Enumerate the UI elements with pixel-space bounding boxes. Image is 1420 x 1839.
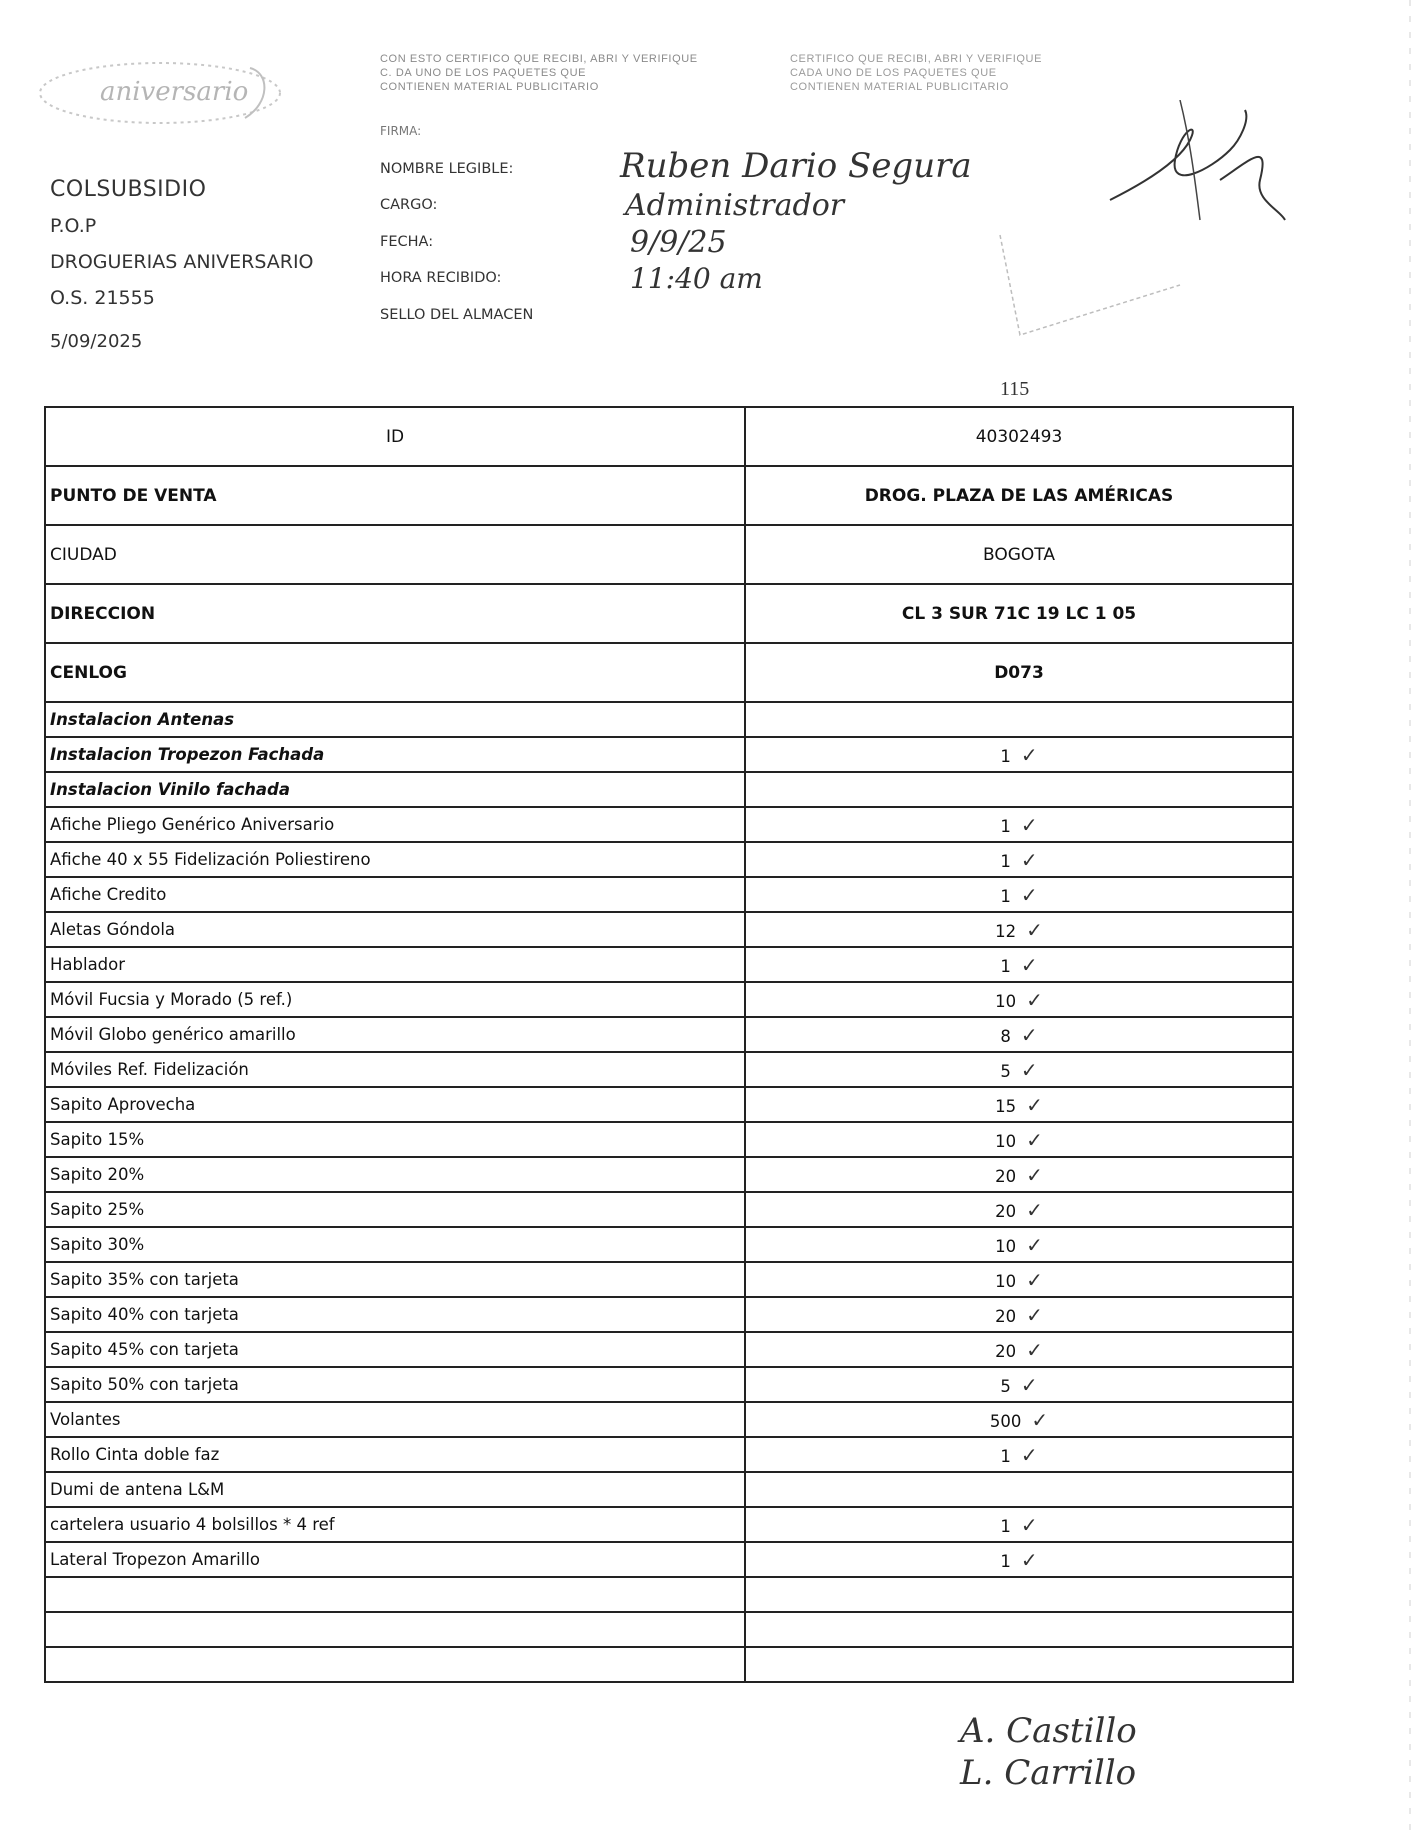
signature-scribble	[1090, 100, 1290, 245]
item-quantity-cell	[745, 772, 1293, 807]
empty-cell	[745, 1647, 1293, 1682]
item-quantity: 10	[995, 1236, 1017, 1256]
table-row	[45, 1192, 1293, 1227]
item-quantity: 20	[995, 1306, 1017, 1326]
item-quantity-cell	[745, 1227, 1293, 1262]
empty-cell	[745, 1577, 1293, 1612]
scan-edge	[1398, 0, 1420, 1834]
empty-row	[45, 1647, 1293, 1682]
empty-cell	[45, 1647, 745, 1682]
table-row	[45, 1122, 1293, 1157]
checkmark-icon: ✓	[1020, 742, 1038, 767]
item-quantity-cell	[745, 807, 1293, 842]
checkmark-icon: ✓	[1020, 882, 1038, 907]
table-row	[45, 525, 1293, 584]
table-row	[45, 1542, 1293, 1577]
bottom-signature	[960, 1710, 1137, 1794]
campaign-name: DROGUERIAS ANIVERSARIO	[50, 251, 314, 273]
item-label: Aletas Góndola	[45, 912, 745, 947]
empty-row	[45, 1577, 1293, 1612]
item-quantity-cell	[745, 947, 1293, 982]
item-label: Volantes	[45, 1402, 745, 1437]
signature-line: A. Castillo	[960, 1711, 1137, 1751]
table-row	[45, 982, 1293, 1017]
notice-line: C. DA UNO DE LOS PAQUETES QUE	[380, 67, 587, 79]
table-row	[45, 466, 1293, 525]
cargo-label: CARGO:	[380, 197, 438, 213]
table-row	[45, 1052, 1293, 1087]
item-quantity: 10	[995, 1271, 1017, 1291]
item-quantity: 1	[1000, 1516, 1011, 1536]
item-quantity-cell	[745, 1367, 1293, 1402]
item-quantity-cell	[745, 1262, 1293, 1297]
item-quantity-cell	[745, 1542, 1293, 1577]
checkmark-icon: ✓	[1020, 1442, 1038, 1467]
item-label: Lateral Tropezon Amarillo	[45, 1542, 745, 1577]
item-quantity-cell	[745, 912, 1293, 947]
order-number: O.S. 21555	[50, 287, 155, 309]
checkmark-icon: ✓	[1026, 917, 1043, 942]
item-quantity-cell	[745, 1472, 1293, 1507]
item-label: Sapito 15%	[45, 1122, 745, 1157]
table-row	[45, 807, 1293, 842]
id-value: 40302493	[745, 407, 1293, 466]
table-row	[45, 1507, 1293, 1542]
company-name: COLSUBSIDIO	[50, 177, 207, 202]
signature-line: L. Carrillo	[960, 1753, 1137, 1793]
item-quantity: 20	[995, 1341, 1017, 1361]
checkmark-icon: ✓	[1020, 812, 1038, 837]
table-row	[45, 1157, 1293, 1192]
info-value: BOGOTA	[745, 525, 1293, 584]
item-quantity-cell	[745, 1017, 1293, 1052]
checkmark-icon: ✓	[1020, 1512, 1038, 1537]
table-row	[45, 702, 1293, 737]
item-label: Sapito 20%	[45, 1157, 745, 1192]
item-label: Sapito 35% con tarjeta	[45, 1262, 745, 1297]
item-label: Sapito 45% con tarjeta	[45, 1332, 745, 1367]
item-quantity: 1	[1000, 1551, 1011, 1571]
item-quantity: 10	[995, 991, 1017, 1011]
item-label: Rollo Cinta doble faz	[45, 1437, 745, 1472]
receipt-fields	[380, 124, 533, 343]
table-row	[45, 1472, 1293, 1507]
table-row	[45, 584, 1293, 643]
checkmark-icon: ✓	[1026, 1302, 1043, 1327]
table-row	[45, 1017, 1293, 1052]
item-quantity: 1	[1000, 956, 1011, 976]
info-value: D073	[745, 643, 1293, 702]
item-quantity-cell	[745, 1507, 1293, 1542]
info-label: CENLOG	[45, 643, 745, 702]
fecha-label: FECHA:	[380, 233, 434, 250]
table-row	[45, 912, 1293, 947]
item-label: Móviles Ref. Fidelización	[45, 1052, 745, 1087]
item-quantity-cell	[745, 877, 1293, 912]
table-row	[45, 772, 1293, 807]
notice-line: CONTIENEN MATERIAL PUBLICITARIO	[790, 81, 1009, 93]
firma-label: FIRMA:	[380, 124, 422, 138]
table-row	[45, 1087, 1293, 1122]
item-quantity: 12	[995, 921, 1017, 941]
item-quantity-cell	[745, 702, 1293, 737]
item-quantity-cell	[745, 1402, 1293, 1437]
handwritten-position: Administrador	[625, 188, 845, 223]
item-quantity-cell	[745, 1122, 1293, 1157]
item-label: Afiche Credito	[45, 877, 745, 912]
item-quantity-cell	[745, 737, 1293, 772]
item-label: Sapito 25%	[45, 1192, 745, 1227]
company-logo	[20, 48, 290, 138]
item-quantity: 5	[1000, 1061, 1011, 1081]
notice-line: CERTIFICO QUE RECIBI, ABRI Y VERIFIQUE	[790, 53, 1043, 65]
checkmark-icon: ✓	[1026, 1092, 1043, 1117]
material-table	[44, 406, 1294, 1683]
item-quantity-cell	[745, 1087, 1293, 1122]
id-label: ID	[45, 407, 745, 466]
item-quantity: 15	[995, 1096, 1017, 1116]
empty-cell	[745, 1612, 1293, 1647]
item-quantity: 1	[1000, 1446, 1011, 1466]
table-row	[45, 407, 1293, 466]
item-quantity-cell	[745, 1052, 1293, 1087]
info-value: DROG. PLAZA DE LAS AMÉRICAS	[745, 466, 1293, 525]
item-quantity: 20	[995, 1201, 1017, 1221]
checkmark-icon: ✓	[1020, 1547, 1038, 1572]
item-quantity: 8	[1000, 1026, 1011, 1046]
item-label: Sapito 50% con tarjeta	[45, 1367, 745, 1402]
info-label: PUNTO DE VENTA	[45, 466, 745, 525]
certification-notice-2	[790, 52, 1042, 94]
empty-row	[45, 1612, 1293, 1647]
empty-cell	[45, 1612, 745, 1647]
item-quantity: 5	[1000, 1376, 1011, 1396]
checkmark-icon: ✓	[1020, 952, 1038, 977]
checkmark-icon: ✓	[1020, 1372, 1038, 1397]
table-row	[45, 1332, 1293, 1367]
empty-cell	[45, 1577, 745, 1612]
certification-notice	[380, 52, 698, 94]
checkmark-icon: ✓	[1026, 1337, 1043, 1362]
item-label: Sapito 30%	[45, 1227, 745, 1262]
info-value: CL 3 SUR 71C 19 LC 1 05	[745, 584, 1293, 643]
item-quantity-cell	[745, 982, 1293, 1017]
order-header	[50, 172, 314, 360]
table-row	[45, 1402, 1293, 1437]
item-label: Móvil Globo genérico amarillo	[45, 1017, 745, 1052]
checkmark-icon: ✓	[1020, 1057, 1038, 1082]
item-quantity-cell	[745, 1192, 1293, 1227]
pop-label: P.O.P	[50, 215, 97, 237]
nombre-label: NOMBRE LEGIBLE:	[380, 160, 514, 177]
store-stamp	[990, 225, 1190, 345]
table-row	[45, 1262, 1293, 1297]
item-label: Sapito Aprovecha	[45, 1087, 745, 1122]
checkmark-icon: ✓	[1026, 1127, 1043, 1152]
item-quantity: 1	[1000, 746, 1011, 766]
item-label: Instalacion Antenas	[45, 702, 745, 737]
info-label: CIUDAD	[45, 525, 745, 584]
page-number: 115	[1000, 378, 1030, 400]
checkmark-icon: ✓	[1020, 847, 1038, 872]
checkmark-icon: ✓	[1031, 1407, 1049, 1432]
item-quantity: 1	[1000, 851, 1011, 871]
notice-line: CON ESTO CERTIFICO QUE RECIBI, ABRI Y VERIFIQUE	[380, 53, 698, 65]
item-quantity: 1	[1000, 886, 1011, 906]
item-quantity: 1	[1000, 816, 1011, 836]
notice-line: CONTIENEN MATERIAL PUBLICITARIO	[380, 81, 599, 93]
info-label: DIRECCION	[45, 584, 745, 643]
item-quantity-cell	[745, 1332, 1293, 1367]
item-quantity-cell	[745, 1297, 1293, 1332]
item-label: cartelera usuario 4 bolsillos * 4 ref	[45, 1507, 745, 1542]
checkmark-icon: ✓	[1026, 987, 1043, 1012]
logo-text: aniversario	[100, 77, 249, 107]
hora-label: HORA RECIBIDO:	[380, 270, 502, 286]
table-row	[45, 947, 1293, 982]
item-quantity-cell	[745, 1157, 1293, 1192]
table-row	[45, 1227, 1293, 1262]
sello-label: SELLO DEL ALMACEN	[380, 306, 534, 323]
item-label: Afiche Pliego Genérico Aniversario	[45, 807, 745, 842]
item-label: Afiche 40 x 55 Fidelización Poliestireno	[45, 842, 745, 877]
item-label: Dumi de antena L&M	[45, 1472, 745, 1507]
checkmark-icon: ✓	[1026, 1267, 1043, 1292]
item-label: Instalacion Vinilo fachada	[45, 772, 745, 807]
notice-line: CADA UNO DE LOS PAQUETES QUE	[790, 67, 997, 79]
table-row	[45, 877, 1293, 912]
handwritten-date: 9/9/25	[630, 225, 727, 260]
item-label: Móvil Fucsia y Morado (5 ref.)	[45, 982, 745, 1017]
table-row	[45, 842, 1293, 877]
checkmark-icon: ✓	[1020, 1022, 1038, 1047]
item-quantity: 20	[995, 1166, 1017, 1186]
item-label: Instalacion Tropezon Fachada	[45, 737, 745, 772]
table-row	[45, 1367, 1293, 1402]
table-row	[45, 1297, 1293, 1332]
item-label: Sapito 40% con tarjeta	[45, 1297, 745, 1332]
item-quantity-cell	[745, 842, 1293, 877]
checkmark-icon: ✓	[1026, 1232, 1043, 1257]
item-quantity: 500	[989, 1411, 1022, 1431]
item-quantity: 10	[995, 1131, 1017, 1151]
table-row	[45, 737, 1293, 772]
order-date: 5/09/2025	[50, 331, 143, 352]
item-quantity-cell	[745, 1437, 1293, 1472]
handwritten-time: 11:40 am	[630, 262, 763, 295]
table-row	[45, 643, 1293, 702]
handwritten-name: Ruben Dario Segura	[620, 146, 972, 186]
item-label: Hablador	[45, 947, 745, 982]
checkmark-icon: ✓	[1026, 1162, 1043, 1187]
table-row	[45, 1437, 1293, 1472]
checkmark-icon: ✓	[1026, 1197, 1043, 1222]
